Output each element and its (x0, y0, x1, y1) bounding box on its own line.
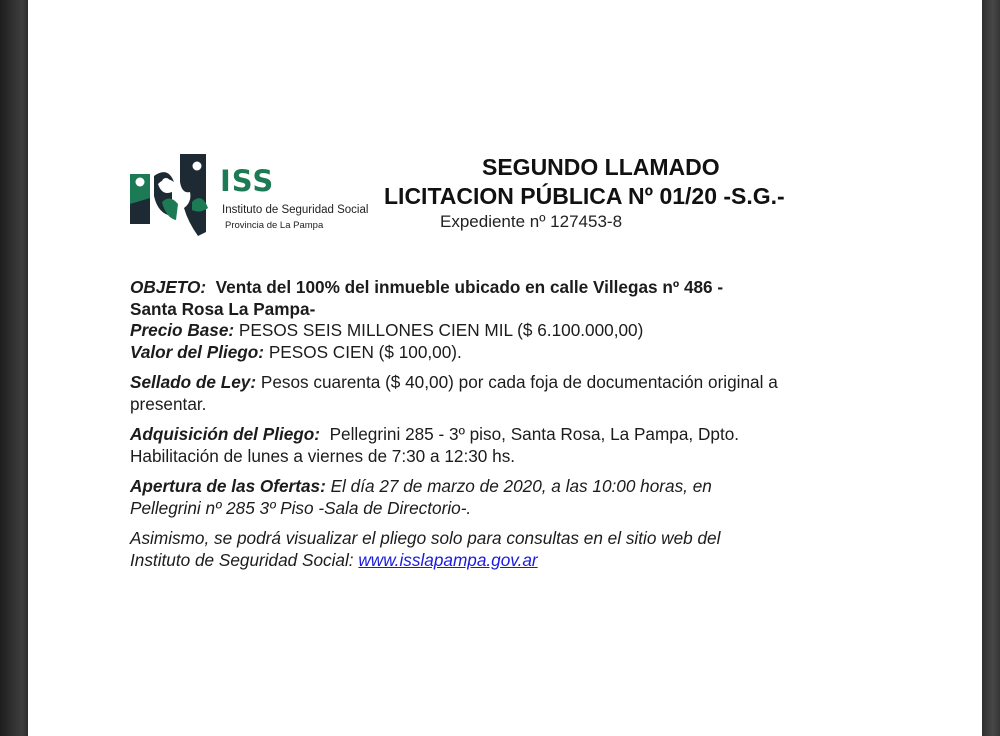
adquisicion-paragraph (130, 424, 877, 467)
apertura-paragraph (130, 476, 877, 519)
title-line-1: SEGUNDO LLAMADO (482, 154, 720, 180)
objeto-text-1: Venta del 100% del inmueble ubicado en calle Villegas nº 486 - (215, 277, 724, 297)
asimismo-text-2: Instituto de Seguridad Social: (130, 549, 354, 570)
viewer-frame-left (0, 0, 28, 736)
viewer-frame-right (982, 0, 1000, 736)
document-page (28, 0, 982, 736)
valor-pliego-label: Valor del Pliego: (130, 341, 265, 362)
logo-institution-name: Instituto de Seguridad Social (222, 204, 369, 216)
objeto-paragraph (130, 277, 877, 320)
sellado-text-1: Pesos cuarenta ($ 40,00) por cada foja de documentación original a (260, 372, 778, 392)
precio-paragraph (130, 320, 877, 342)
logo-province: Provincia de La Pampa (225, 220, 324, 231)
iss-logo-icon (128, 152, 218, 238)
website-link[interactable]: www.isslapampa.gov.ar (358, 549, 538, 570)
sellado-paragraph (130, 372, 877, 415)
precio-value: PESOS SEIS MILLONES CIEN MIL ($ 6.100.000,00) (238, 320, 644, 340)
valor-pliego-value: PESOS CIEN ($ 100,00). (268, 341, 462, 362)
logo-brand: ISS (220, 164, 275, 198)
objeto-text-2: Santa Rosa La Pampa- (130, 298, 316, 319)
sellado-text-2: presentar. (130, 393, 207, 414)
objeto-label: OBJETO: (130, 277, 207, 297)
precio-label: Precio Base: (130, 320, 235, 340)
apertura-label: Apertura de las Ofertas: (130, 476, 326, 496)
adquisicion-text-1: Pellegrini 285 - 3º piso, Santa Rosa, La Pampa, Dpto. (329, 424, 740, 444)
adquisicion-label: Adquisición del Pliego: (130, 424, 321, 444)
adquisicion-text-2: Habilitación de lunes a viernes de 7:30 a 12:30 hs. (130, 445, 516, 466)
valor-pliego-paragraph (130, 342, 877, 364)
expediente-number: Expediente nº 127453-8 (440, 212, 623, 231)
title-line-2: LICITACION PÚBLICA Nº 01/20 -S.G.- (384, 183, 785, 209)
apertura-text-2: Pellegrini nº 285 3º Piso -Sala de Directorio-. (130, 497, 472, 518)
asimismo-paragraph (130, 528, 877, 571)
document-body (130, 277, 877, 571)
sellado-label: Sellado de Ley: (130, 372, 257, 392)
asimismo-text-1: Asimismo, se podrá visualizar el pliego solo para consultas en el sitio web del (130, 528, 721, 548)
apertura-text-1: El día 27 de marzo de 2020, a las 10:00 horas, en (330, 476, 712, 496)
iss-logo (128, 150, 368, 240)
